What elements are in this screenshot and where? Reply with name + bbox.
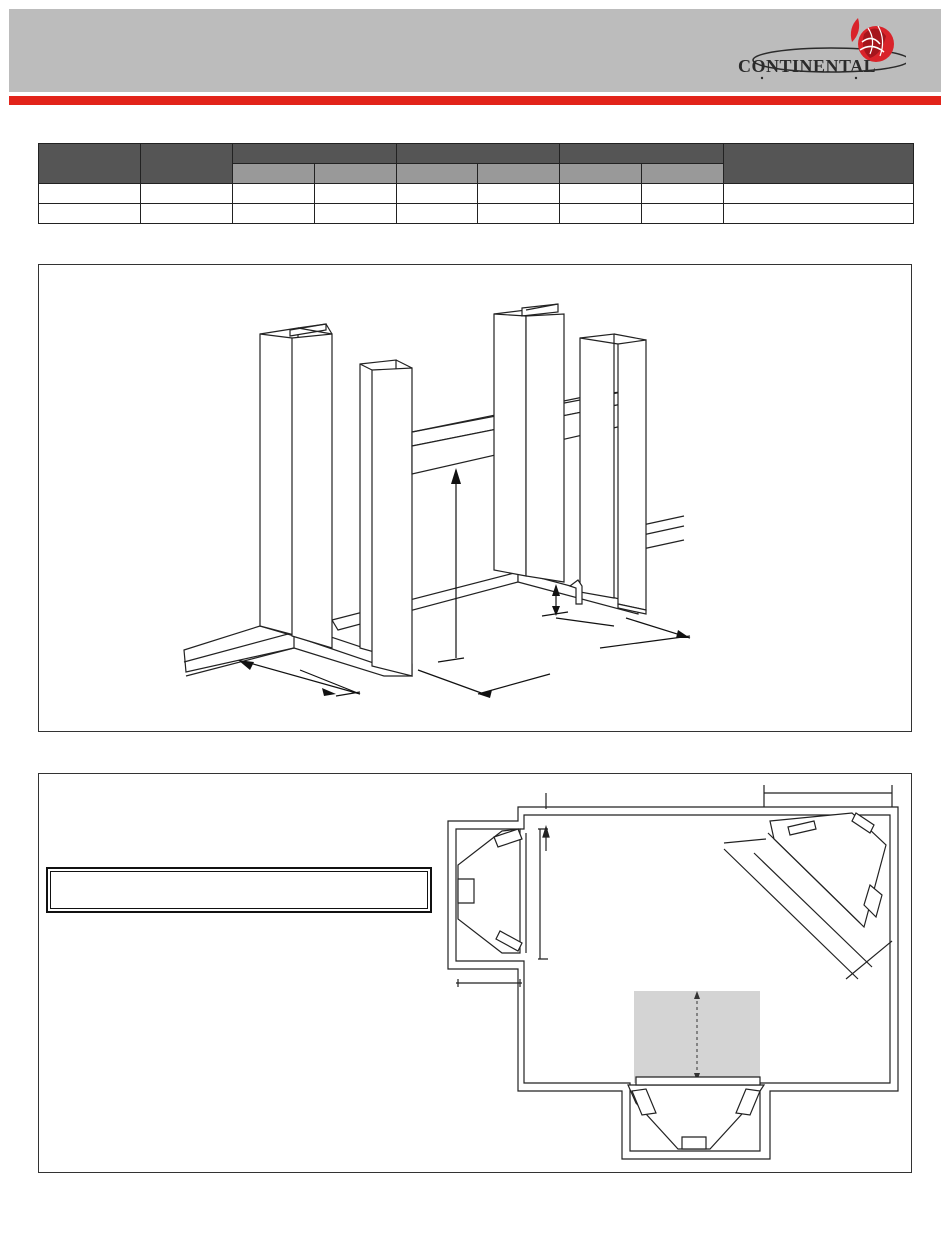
table-cell [478, 204, 560, 224]
placement-plan-diagram [440, 773, 910, 1173]
table-header-cell [39, 144, 141, 184]
table-cell [232, 204, 314, 224]
table-cell [724, 204, 914, 224]
table-group-header [560, 144, 724, 164]
table-cell [560, 184, 642, 204]
table-cell [232, 184, 314, 204]
framing-diagram [38, 264, 912, 732]
table-row [39, 204, 914, 224]
accent-rule [9, 96, 941, 105]
table-subheader-cell [560, 164, 642, 184]
spec-table [38, 143, 914, 224]
logo-wordmark: CONTINENTAL [738, 56, 877, 76]
notice-box [46, 867, 432, 913]
table-cell [314, 204, 396, 224]
table-subheader-cell [396, 164, 478, 184]
table-cell [642, 204, 724, 224]
table-header-cell [724, 144, 914, 184]
table-header-row [39, 144, 914, 164]
table-cell [396, 184, 478, 204]
table-row [39, 184, 914, 204]
table-header-cell [140, 144, 232, 184]
table-cell [642, 184, 724, 204]
table-cell [39, 204, 141, 224]
table-group-header [396, 144, 560, 164]
table-cell [314, 184, 396, 204]
table-cell [724, 184, 914, 204]
table-subheader-cell [232, 164, 314, 184]
table-group-header [232, 144, 396, 164]
table-cell [478, 184, 560, 204]
table-subheader-cell [314, 164, 396, 184]
continental-logo [736, 14, 906, 90]
table-cell [140, 204, 232, 224]
table-subheader-cell [642, 164, 724, 184]
table-subheader-cell [478, 164, 560, 184]
table-cell [396, 204, 478, 224]
table-cell [39, 184, 141, 204]
table-cell [140, 184, 232, 204]
table-cell [560, 204, 642, 224]
